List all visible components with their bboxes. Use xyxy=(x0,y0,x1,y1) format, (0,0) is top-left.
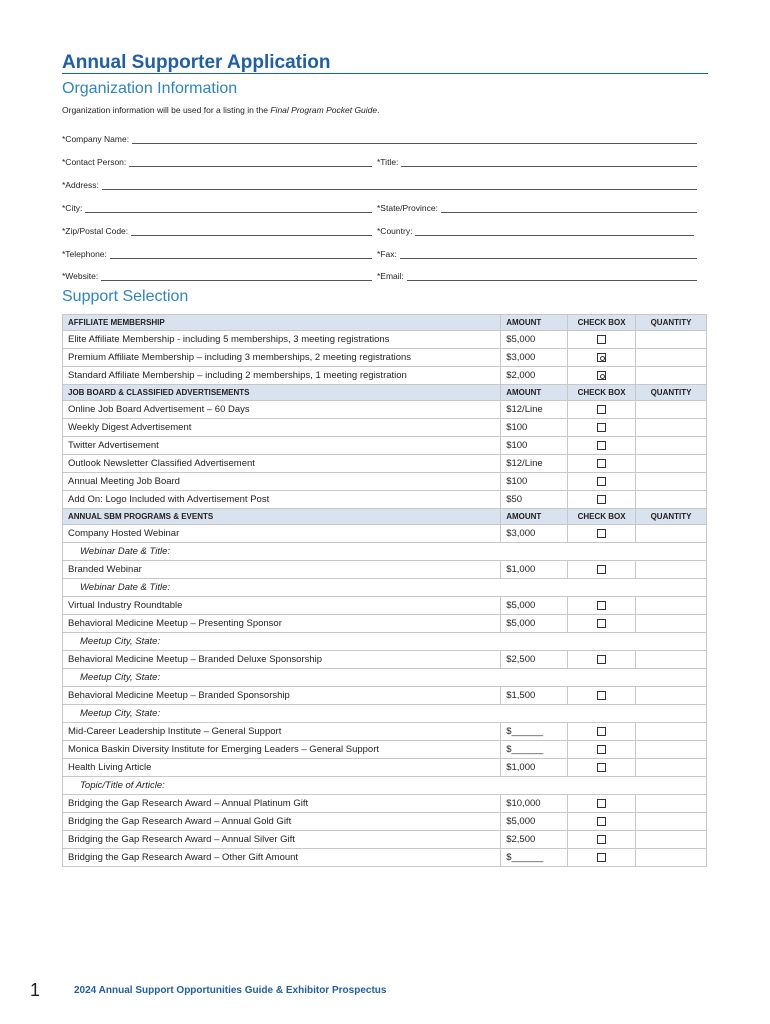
table-row xyxy=(63,597,707,615)
detail-label[interactable]: Meetup City, State: xyxy=(63,633,707,651)
item-label: Weekly Digest Advertisement xyxy=(63,419,501,437)
checkbox-cell xyxy=(568,615,636,633)
quantity-cell[interactable] xyxy=(636,455,707,473)
select-checkbox[interactable] xyxy=(597,601,606,610)
item-amount: $10,000 xyxy=(501,795,568,813)
item-amount: $______ xyxy=(501,723,568,741)
field-label: *Website: xyxy=(62,271,99,281)
item-amount: $1,500 xyxy=(501,687,568,705)
checkbox-cell xyxy=(568,419,636,437)
detail-row xyxy=(63,705,707,723)
select-checkbox[interactable] xyxy=(597,405,606,414)
table-section-header xyxy=(63,315,707,331)
select-checkbox[interactable] xyxy=(597,799,606,808)
field-label: *Zip/Postal Code: xyxy=(62,226,129,236)
checkbox-cell xyxy=(568,349,636,367)
column-header: QUANTITY xyxy=(636,509,707,525)
table-row xyxy=(63,741,707,759)
detail-label[interactable]: Webinar Date & Title: xyxy=(63,543,707,561)
item-amount: $12/Line xyxy=(501,455,568,473)
item-amount: $100 xyxy=(501,437,568,455)
quantity-cell[interactable] xyxy=(636,615,707,633)
contact-person-field[interactable] xyxy=(62,155,372,167)
select-checkbox[interactable] xyxy=(597,529,606,538)
checkbox-cell xyxy=(568,331,636,349)
field-label: *City: xyxy=(62,203,83,213)
item-label: Premium Affiliate Membership – including 3 memberships, 2 meeting registrations xyxy=(63,349,501,367)
checkbox-cell xyxy=(568,813,636,831)
title-divider xyxy=(62,73,708,74)
checkbox-cell xyxy=(568,759,636,777)
quantity-cell[interactable] xyxy=(636,367,707,385)
table-row xyxy=(63,849,707,867)
quantity-cell[interactable] xyxy=(636,813,707,831)
city-field[interactable] xyxy=(62,201,372,213)
item-amount: $50 xyxy=(501,491,568,509)
table-row xyxy=(63,651,707,669)
item-label: Virtual Industry Roundtable xyxy=(63,597,501,615)
item-label: Bridging the Gap Research Award – Other Gift Amount xyxy=(63,849,501,867)
detail-row xyxy=(63,633,707,651)
item-label: Outlook Newsletter Classified Advertisement xyxy=(63,455,501,473)
column-header: AMOUNT xyxy=(501,509,568,525)
item-label: Branded Webinar xyxy=(63,561,501,579)
column-header: QUANTITY xyxy=(636,385,707,401)
quantity-cell[interactable] xyxy=(636,759,707,777)
select-checkbox[interactable] xyxy=(597,655,606,664)
website-field[interactable] xyxy=(62,269,372,281)
select-checkbox[interactable] xyxy=(597,353,606,362)
select-checkbox[interactable] xyxy=(597,745,606,754)
company-name-field[interactable] xyxy=(62,132,697,144)
item-amount: $100 xyxy=(501,419,568,437)
table-row xyxy=(63,437,707,455)
checkbox-cell xyxy=(568,367,636,385)
table-row xyxy=(63,723,707,741)
checkbox-cell xyxy=(568,525,636,543)
field-label: *Contact Person: xyxy=(62,157,127,167)
detail-row xyxy=(63,543,707,561)
field-label: *Email: xyxy=(377,271,404,281)
checkbox-cell xyxy=(568,849,636,867)
footer-title: 2024 Annual Support Opportunities Guide & Exhibitor Prospectus xyxy=(74,985,387,996)
quantity-cell[interactable] xyxy=(636,437,707,455)
detail-label[interactable]: Meetup City, State: xyxy=(63,669,707,687)
table-row xyxy=(63,561,707,579)
table-row xyxy=(63,491,707,509)
table-row xyxy=(63,367,707,385)
table-row xyxy=(63,687,707,705)
select-checkbox[interactable] xyxy=(597,619,606,628)
table-row xyxy=(63,473,707,491)
item-label: Twitter Advertisement xyxy=(63,437,501,455)
table-row xyxy=(63,455,707,473)
item-amount: $______ xyxy=(501,849,568,867)
item-label: Online Job Board Advertisement – 60 Days xyxy=(63,401,501,419)
field-label: *Telephone: xyxy=(62,249,107,259)
field-label: *Company Name: xyxy=(62,134,130,144)
detail-label[interactable]: Topic/Title of Article: xyxy=(63,777,707,795)
select-checkbox[interactable] xyxy=(597,835,606,844)
checkbox-cell xyxy=(568,687,636,705)
select-checkbox[interactable] xyxy=(597,763,606,772)
checkbox-cell xyxy=(568,473,636,491)
table-section-header xyxy=(63,385,707,401)
item-amount: $5,000 xyxy=(501,813,568,831)
quantity-cell[interactable] xyxy=(636,795,707,813)
detail-row xyxy=(63,669,707,687)
checkbox-cell xyxy=(568,795,636,813)
item-amount: $______ xyxy=(501,741,568,759)
table-section-header xyxy=(63,509,707,525)
support-selection-table xyxy=(62,314,707,867)
telephone-field[interactable] xyxy=(62,247,372,259)
state-province-field[interactable] xyxy=(377,201,697,213)
select-checkbox[interactable] xyxy=(597,495,606,504)
column-header: AMOUNT xyxy=(501,315,568,331)
item-label: Behavioral Medicine Meetup – Branded Deluxe Sponsorship xyxy=(63,651,501,669)
title-field[interactable] xyxy=(377,155,697,167)
checkbox-cell xyxy=(568,455,636,473)
table-row xyxy=(63,795,707,813)
detail-row xyxy=(63,777,707,795)
item-label: Monica Baskin Diversity Institute for Emerging Leaders – General Support xyxy=(63,741,501,759)
item-amount: $2,500 xyxy=(501,831,568,849)
select-checkbox[interactable] xyxy=(597,853,606,862)
item-label: Behavioral Medicine Meetup – Presenting Sponsor xyxy=(63,615,501,633)
column-header: AMOUNT xyxy=(501,385,568,401)
section-title: AFFILIATE MEMBERSHIP xyxy=(63,315,501,331)
quantity-cell[interactable] xyxy=(636,687,707,705)
item-amount: $5,000 xyxy=(501,615,568,633)
quantity-cell[interactable] xyxy=(636,331,707,349)
fax-field[interactable] xyxy=(377,247,697,259)
quantity-cell[interactable] xyxy=(636,651,707,669)
item-label: Bridging the Gap Research Award – Annual Gold Gift xyxy=(63,813,501,831)
quantity-cell[interactable] xyxy=(636,525,707,543)
item-amount: $2,500 xyxy=(501,651,568,669)
section-title: ANNUAL SBM PROGRAMS & EVENTS xyxy=(63,509,501,525)
field-label: *State/Province: xyxy=(377,203,438,213)
checkbox-cell xyxy=(568,561,636,579)
quantity-cell[interactable] xyxy=(636,561,707,579)
quantity-cell[interactable] xyxy=(636,849,707,867)
select-checkbox[interactable] xyxy=(597,459,606,468)
detail-label[interactable]: Meetup City, State: xyxy=(63,705,707,723)
table-row xyxy=(63,831,707,849)
quantity-cell[interactable] xyxy=(636,491,707,509)
field-label: *Address: xyxy=(62,180,99,190)
select-checkbox[interactable] xyxy=(597,335,606,344)
address-field[interactable] xyxy=(62,178,697,190)
field-label: *Fax: xyxy=(377,249,397,259)
quantity-cell[interactable] xyxy=(636,419,707,437)
table-row xyxy=(63,759,707,777)
item-label: Company Hosted Webinar xyxy=(63,525,501,543)
checkbox-cell xyxy=(568,491,636,509)
item-amount: $2,000 xyxy=(501,367,568,385)
item-label: Behavioral Medicine Meetup – Branded Sponsorship xyxy=(63,687,501,705)
field-label: *Country: xyxy=(377,226,413,236)
select-checkbox[interactable] xyxy=(597,371,606,380)
select-checkbox[interactable] xyxy=(597,423,606,432)
column-header: CHECK BOX xyxy=(568,385,636,401)
detail-row xyxy=(63,579,707,597)
item-amount: $100 xyxy=(501,473,568,491)
checkbox-cell xyxy=(568,723,636,741)
item-label: Mid-Career Leadership Institute – General Support xyxy=(63,723,501,741)
quantity-cell[interactable] xyxy=(636,723,707,741)
quantity-cell[interactable] xyxy=(636,741,707,759)
org-info-heading: Organization Information xyxy=(62,80,238,97)
item-label: Bridging the Gap Research Award – Annual Silver Gift xyxy=(63,831,501,849)
checkbox-cell xyxy=(568,651,636,669)
item-label: Health Living Article xyxy=(63,759,501,777)
table-row xyxy=(63,525,707,543)
support-selection-heading: Support Selection xyxy=(62,288,189,305)
table-row xyxy=(63,615,707,633)
quantity-cell[interactable] xyxy=(636,401,707,419)
select-checkbox[interactable] xyxy=(597,565,606,574)
page-title: Annual Supporter Application xyxy=(62,52,331,73)
field-label: *Title: xyxy=(377,157,399,167)
checkbox-cell xyxy=(568,401,636,419)
item-amount: $1,000 xyxy=(501,561,568,579)
table-row xyxy=(63,349,707,367)
select-checkbox[interactable] xyxy=(597,691,606,700)
checkbox-cell xyxy=(568,597,636,615)
email-field[interactable] xyxy=(377,269,697,281)
select-checkbox[interactable] xyxy=(597,817,606,826)
item-label: Add On: Logo Included with Advertisement Post xyxy=(63,491,501,509)
org-info-intro: Organization information will be used for a listing in the Final Program Pocket Guide. xyxy=(62,105,380,115)
checkbox-cell xyxy=(568,831,636,849)
item-amount: $5,000 xyxy=(501,331,568,349)
item-label: Standard Affiliate Membership – including 2 memberships, 1 meeting registration xyxy=(63,367,501,385)
select-checkbox[interactable] xyxy=(597,727,606,736)
zip-postal-code-field[interactable] xyxy=(62,224,372,236)
column-header: CHECK BOX xyxy=(568,509,636,525)
column-header: QUANTITY xyxy=(636,315,707,331)
quantity-cell[interactable] xyxy=(636,597,707,615)
table-row xyxy=(63,331,707,349)
item-amount: $3,000 xyxy=(501,525,568,543)
checkbox-cell xyxy=(568,437,636,455)
page-number: 1 xyxy=(30,980,41,1000)
country-field[interactable] xyxy=(377,224,694,236)
item-amount: $1,000 xyxy=(501,759,568,777)
table-row xyxy=(63,401,707,419)
item-label: Bridging the Gap Research Award – Annual Platinum Gift xyxy=(63,795,501,813)
detail-label[interactable]: Webinar Date & Title: xyxy=(63,579,707,597)
table-row xyxy=(63,419,707,437)
section-title: JOB BOARD & CLASSIFIED ADVERTISEMENTS xyxy=(63,385,501,401)
select-checkbox[interactable] xyxy=(597,441,606,450)
item-label: Annual Meeting Job Board xyxy=(63,473,501,491)
column-header: CHECK BOX xyxy=(568,315,636,331)
item-amount: $12/Line xyxy=(501,401,568,419)
checkbox-cell xyxy=(568,741,636,759)
quantity-cell[interactable] xyxy=(636,349,707,367)
quantity-cell[interactable] xyxy=(636,473,707,491)
item-amount: $5,000 xyxy=(501,597,568,615)
quantity-cell[interactable] xyxy=(636,831,707,849)
item-amount: $3,000 xyxy=(501,349,568,367)
item-label: Elite Affiliate Membership - including 5 memberships, 3 meeting registrations xyxy=(63,331,501,349)
select-checkbox[interactable] xyxy=(597,477,606,486)
table-row xyxy=(63,813,707,831)
